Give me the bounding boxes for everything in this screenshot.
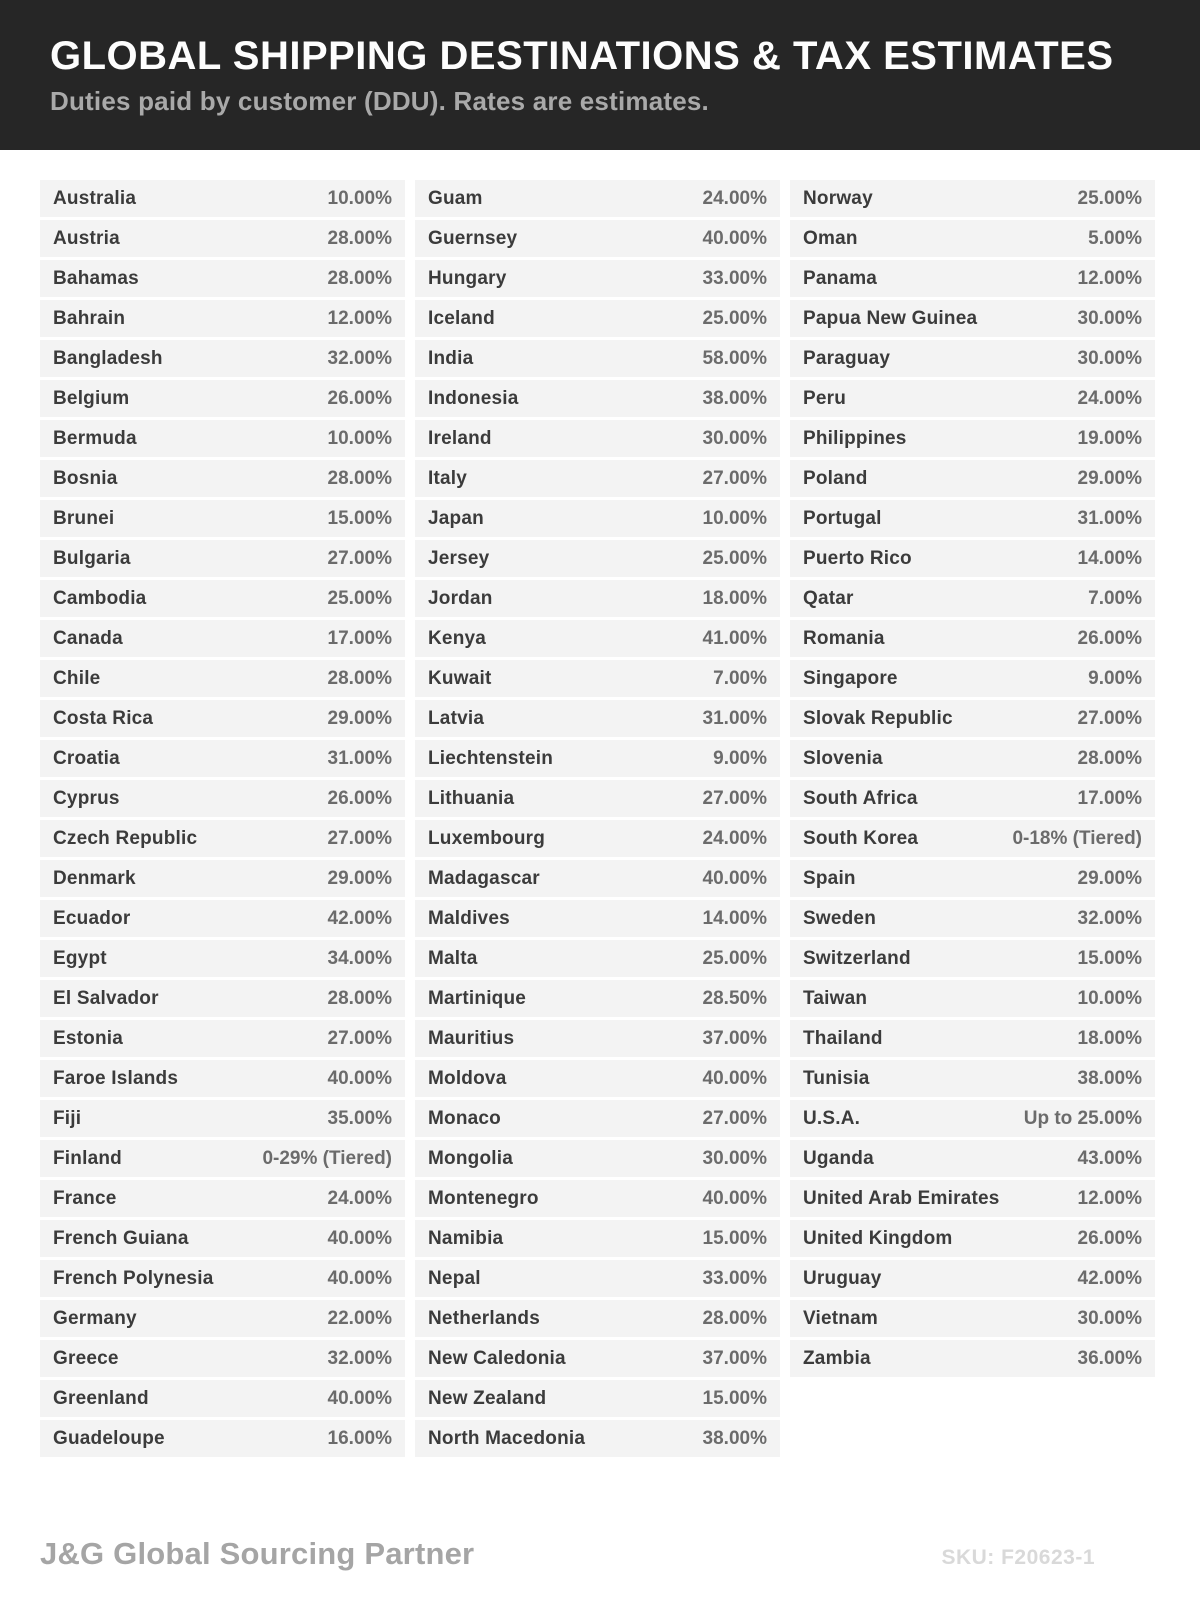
country-name: Puerto Rico — [803, 547, 912, 569]
country-name: Mongolia — [428, 1147, 513, 1169]
table-row — [415, 540, 780, 577]
country-name: Liechtenstein — [428, 747, 554, 769]
country-name: Singapore — [803, 667, 898, 689]
table-row — [790, 980, 1155, 1017]
tax-rate-value: 18.00% — [702, 587, 767, 609]
country-name: Netherlands — [428, 1307, 541, 1329]
tax-rate-value: 26.00% — [1077, 1227, 1142, 1249]
country-name: Croatia — [53, 747, 120, 769]
tax-rate-value: 18.00% — [1077, 1027, 1142, 1049]
tax-rate-value: 29.00% — [327, 867, 392, 889]
table-row — [40, 380, 405, 417]
country-name: Peru — [803, 387, 847, 409]
table-row — [40, 420, 405, 457]
tax-rate-value: 34.00% — [327, 947, 392, 969]
table-row — [790, 940, 1155, 977]
country-name: Bangladesh — [53, 347, 163, 369]
country-name: Slovak Republic — [803, 707, 953, 729]
tax-rate-value: 15.00% — [702, 1227, 767, 1249]
country-name: Oman — [803, 227, 858, 249]
country-name: Greenland — [53, 1387, 149, 1409]
table-row — [40, 940, 405, 977]
table-row — [790, 180, 1155, 217]
country-name: Kuwait — [428, 667, 492, 689]
tax-rate-value: Up to 25.00% — [1023, 1107, 1142, 1129]
table-row — [40, 1420, 405, 1457]
table-row — [415, 1220, 780, 1257]
country-name: Finland — [53, 1147, 122, 1169]
tax-rate-value: 7.00% — [1088, 587, 1142, 609]
country-name: Canada — [53, 627, 123, 649]
table-row — [40, 1140, 405, 1177]
table-row — [415, 180, 780, 217]
table-row — [415, 1180, 780, 1217]
country-name: Panama — [803, 267, 878, 289]
table-row — [40, 740, 405, 777]
tax-rate-value: 30.00% — [702, 1147, 767, 1169]
tax-rate-value: 32.00% — [327, 1347, 392, 1369]
tax-rate-value: 12.00% — [1077, 267, 1142, 289]
tax-rate-value: 30.00% — [1077, 307, 1142, 329]
table-row — [40, 1300, 405, 1337]
tax-rate-value: 10.00% — [702, 507, 767, 529]
country-name: Belgium — [53, 387, 130, 409]
country-name: Martinique — [428, 987, 527, 1009]
country-name: Cyprus — [53, 787, 120, 809]
tax-rate-value: 30.00% — [702, 427, 767, 449]
table-row — [415, 1060, 780, 1097]
country-name: Kenya — [428, 627, 487, 649]
tax-rate-value: 33.00% — [702, 267, 767, 289]
tax-rate-value: 28.00% — [1077, 747, 1142, 769]
tax-rate-value: 24.00% — [702, 187, 767, 209]
tax-rate-value: 31.00% — [702, 707, 767, 729]
table-row — [40, 620, 405, 657]
tax-rate-value: 28.00% — [702, 1307, 767, 1329]
tax-rate-value: 43.00% — [1077, 1147, 1142, 1169]
country-name: Bahamas — [53, 267, 139, 289]
country-name: Bermuda — [53, 427, 137, 449]
table-row — [790, 580, 1155, 617]
tax-rate-value: 22.00% — [327, 1307, 392, 1329]
tax-rate-value: 30.00% — [1077, 1307, 1142, 1329]
table-row — [790, 1300, 1155, 1337]
page-subtitle: Duties paid by customer (DDU). Rates are estimates. — [50, 86, 709, 116]
country-name: Qatar — [803, 587, 854, 609]
tax-rate-value: 27.00% — [1077, 707, 1142, 729]
table-row — [40, 340, 405, 377]
country-name: El Salvador — [53, 987, 159, 1009]
table-row — [415, 300, 780, 337]
rate-column-3 — [790, 180, 1155, 1377]
tax-rate-value: 29.00% — [1077, 467, 1142, 489]
country-name: Philippines — [803, 427, 907, 449]
country-name: Luxembourg — [428, 827, 546, 849]
country-name: Czech Republic — [53, 827, 198, 849]
tax-rate-value: 32.00% — [327, 347, 392, 369]
country-name: Norway — [803, 187, 873, 209]
tax-rate-value: 27.00% — [702, 467, 767, 489]
table-row — [415, 980, 780, 1017]
table-row — [790, 660, 1155, 697]
country-name: Namibia — [428, 1227, 504, 1249]
tax-rate-value: 38.00% — [702, 1427, 767, 1449]
tax-rate-value: 32.00% — [1077, 907, 1142, 929]
table-row — [790, 1020, 1155, 1057]
tax-rate-value: 16.00% — [327, 1427, 392, 1449]
tax-rate-value: 28.00% — [327, 667, 392, 689]
country-name: Guadeloupe — [53, 1427, 165, 1449]
country-name: United Kingdom — [803, 1227, 953, 1249]
tax-rate-value: 0-29% (Tiered) — [262, 1147, 392, 1169]
tax-rate-value: 25.00% — [702, 547, 767, 569]
table-row — [790, 1140, 1155, 1177]
tax-rate-value: 25.00% — [702, 307, 767, 329]
table-row — [790, 620, 1155, 657]
tax-rate-value: 40.00% — [702, 1187, 767, 1209]
country-name: Latvia — [428, 707, 485, 729]
tax-rate-value: 40.00% — [702, 867, 767, 889]
tax-rate-value: 25.00% — [702, 947, 767, 969]
country-name: Jersey — [428, 547, 490, 569]
table-row — [40, 220, 405, 257]
tax-rate-value: 5.00% — [1088, 227, 1142, 249]
country-name: Austria — [53, 227, 120, 249]
country-name: Estonia — [53, 1027, 124, 1049]
table-row — [790, 260, 1155, 297]
table-row — [40, 1060, 405, 1097]
country-name: Faroe Islands — [53, 1067, 179, 1089]
table-row — [40, 1340, 405, 1377]
tax-rate-value: 10.00% — [327, 427, 392, 449]
table-row — [415, 1380, 780, 1417]
country-name: Monaco — [428, 1107, 501, 1129]
tax-rate-value: 27.00% — [327, 827, 392, 849]
tax-rate-value: 26.00% — [1077, 627, 1142, 649]
country-name: South Africa — [803, 787, 918, 809]
table-row — [415, 1260, 780, 1297]
tax-rate-value: 24.00% — [1077, 387, 1142, 409]
table-row — [790, 780, 1155, 817]
tax-rate-value: 35.00% — [327, 1107, 392, 1129]
tax-rate-value: 15.00% — [327, 507, 392, 529]
tax-rate-value: 40.00% — [327, 1227, 392, 1249]
tax-rate-value: 28.00% — [327, 467, 392, 489]
table-row — [40, 900, 405, 937]
tax-rate-value: 33.00% — [702, 1267, 767, 1289]
tax-rate-value: 27.00% — [327, 547, 392, 569]
country-name: Uganda — [803, 1147, 874, 1169]
country-name: Portugal — [803, 507, 882, 529]
country-name: Switzerland — [803, 947, 911, 969]
country-name: Australia — [53, 187, 137, 209]
table-row — [790, 820, 1155, 857]
country-name: Costa Rica — [53, 707, 154, 729]
country-name: Slovenia — [803, 747, 883, 769]
table-row — [790, 460, 1155, 497]
table-row — [415, 460, 780, 497]
tax-rate-value: 40.00% — [702, 1067, 767, 1089]
country-name: Montenegro — [428, 1187, 539, 1209]
tax-rate-value: 12.00% — [327, 307, 392, 329]
table-row — [40, 1260, 405, 1297]
country-name: Brunei — [53, 507, 115, 529]
tax-rate-value: 7.00% — [713, 667, 767, 689]
tax-rate-value: 27.00% — [327, 1027, 392, 1049]
tax-rate-value: 19.00% — [1077, 427, 1142, 449]
country-name: Japan — [428, 507, 484, 529]
table-row — [40, 540, 405, 577]
table-row — [415, 860, 780, 897]
country-name: Ecuador — [53, 907, 131, 929]
country-name: Guernsey — [428, 227, 518, 249]
table-row — [790, 860, 1155, 897]
country-name: Hungary — [428, 267, 507, 289]
table-row — [40, 500, 405, 537]
table-row — [415, 1100, 780, 1137]
tax-rate-value: 14.00% — [1077, 547, 1142, 569]
tax-rate-value: 36.00% — [1077, 1347, 1142, 1369]
tax-rate-value: 41.00% — [702, 627, 767, 649]
country-name: Denmark — [53, 867, 136, 889]
country-name: Sweden — [803, 907, 876, 929]
table-row — [790, 300, 1155, 337]
table-row — [415, 940, 780, 977]
tax-rate-value: 27.00% — [702, 1107, 767, 1129]
table-row — [415, 900, 780, 937]
country-name: Cambodia — [53, 587, 147, 609]
table-row — [40, 580, 405, 617]
table-row — [415, 780, 780, 817]
table-row — [40, 1020, 405, 1057]
tax-rate-value: 28.50% — [702, 987, 767, 1009]
table-row — [415, 340, 780, 377]
country-name: New Zealand — [428, 1387, 547, 1409]
table-row — [40, 1380, 405, 1417]
table-row — [790, 340, 1155, 377]
table-row — [415, 500, 780, 537]
country-name: North Macedonia — [428, 1427, 586, 1449]
tax-rate-value: 40.00% — [327, 1387, 392, 1409]
country-name: Poland — [803, 467, 868, 489]
tax-rate-value: 28.00% — [327, 267, 392, 289]
country-name: Germany — [53, 1307, 137, 1329]
tax-rate-value: 25.00% — [1077, 187, 1142, 209]
brand-name: J&G Global Sourcing Partner — [40, 1536, 475, 1571]
table-row — [415, 740, 780, 777]
country-name: Spain — [803, 867, 856, 889]
table-row — [40, 820, 405, 857]
country-name: Indonesia — [428, 387, 519, 409]
tax-rate-value: 9.00% — [1088, 667, 1142, 689]
tax-rate-value: 31.00% — [327, 747, 392, 769]
tax-rate-value: 17.00% — [1077, 787, 1142, 809]
tax-rate-value: 37.00% — [702, 1027, 767, 1049]
tax-rate-value: 30.00% — [1077, 347, 1142, 369]
tax-rate-value: 25.00% — [327, 587, 392, 609]
table-row — [790, 740, 1155, 777]
table-row — [415, 1020, 780, 1057]
table-row — [415, 1140, 780, 1177]
tax-rate-value: 42.00% — [1077, 1267, 1142, 1289]
tax-rate-value: 24.00% — [702, 827, 767, 849]
country-name: Moldova — [428, 1067, 507, 1089]
country-name: Ireland — [428, 427, 492, 449]
table-row — [40, 300, 405, 337]
table-row — [415, 380, 780, 417]
tax-rate-value: 10.00% — [1077, 987, 1142, 1009]
tax-rate-value: 40.00% — [327, 1067, 392, 1089]
tax-rate-value: 24.00% — [327, 1187, 392, 1209]
tax-rate-value: 37.00% — [702, 1347, 767, 1369]
table-row — [415, 580, 780, 617]
table-row — [40, 980, 405, 1017]
table-row — [790, 420, 1155, 457]
country-name: Egypt — [53, 947, 107, 969]
footer — [40, 1536, 1095, 1572]
table-row — [790, 1220, 1155, 1257]
table-row — [40, 1180, 405, 1217]
tax-rate-value: 27.00% — [702, 787, 767, 809]
tax-rate-value: 38.00% — [1077, 1067, 1142, 1089]
table-row — [790, 1060, 1155, 1097]
country-name: Bahrain — [53, 307, 126, 329]
tax-rate-value: 40.00% — [702, 227, 767, 249]
country-name: Papua New Guinea — [803, 307, 978, 329]
country-name: New Caledonia — [428, 1347, 566, 1369]
tax-rate-value: 12.00% — [1077, 1187, 1142, 1209]
country-name: South Korea — [803, 827, 919, 849]
table-row — [415, 660, 780, 697]
table-row — [790, 1180, 1155, 1217]
table-row — [40, 860, 405, 897]
country-name: Paraguay — [803, 347, 891, 369]
table-row — [40, 660, 405, 697]
table-row — [415, 220, 780, 257]
tax-rate-value: 28.00% — [327, 987, 392, 1009]
tax-rate-value: 38.00% — [702, 387, 767, 409]
tax-rate-value: 29.00% — [1077, 867, 1142, 889]
table-row — [415, 700, 780, 737]
table-row — [40, 260, 405, 297]
table-row — [40, 1100, 405, 1137]
table-row — [790, 220, 1155, 257]
country-name: French Guiana — [53, 1227, 189, 1249]
country-name: United Arab Emirates — [803, 1187, 1000, 1209]
tax-rate-value: 15.00% — [1077, 947, 1142, 969]
tax-rate-value: 15.00% — [702, 1387, 767, 1409]
tax-rate-value: 9.00% — [713, 747, 767, 769]
tax-rate-value: 40.00% — [327, 1267, 392, 1289]
table-row — [415, 420, 780, 457]
tax-rate-value: 29.00% — [327, 707, 392, 729]
table-row — [415, 1300, 780, 1337]
country-name: France — [53, 1187, 117, 1209]
sku-label: SKU: F20623-1 — [941, 1546, 1095, 1569]
table-row — [790, 1260, 1155, 1297]
country-name: U.S.A. — [803, 1107, 861, 1129]
country-name: Bulgaria — [53, 547, 131, 569]
table-row — [415, 1340, 780, 1377]
table-row — [790, 1340, 1155, 1377]
country-name: Fiji — [53, 1107, 82, 1129]
country-name: Nepal — [428, 1267, 481, 1289]
table-row — [415, 820, 780, 857]
country-name: Thailand — [803, 1027, 883, 1049]
tax-rate-value: 0-18% (Tiered) — [1012, 827, 1142, 849]
country-name: Zambia — [803, 1347, 871, 1369]
tax-rate-value: 26.00% — [327, 387, 392, 409]
country-name: Italy — [428, 467, 468, 489]
table-row — [790, 1100, 1155, 1137]
country-name: Romania — [803, 627, 885, 649]
header-banner — [0, 0, 1200, 150]
country-name: Maldives — [428, 907, 510, 929]
tax-rate-value: 31.00% — [1077, 507, 1142, 529]
rate-column-2 — [415, 180, 780, 1457]
country-name: Guam — [428, 187, 483, 209]
country-name: Chile — [53, 667, 101, 689]
table-row — [790, 380, 1155, 417]
country-name: Uruguay — [803, 1267, 882, 1289]
country-name: Lithuania — [428, 787, 515, 809]
tax-rate-value: 28.00% — [327, 227, 392, 249]
table-row — [40, 1220, 405, 1257]
tax-rate-value: 10.00% — [327, 187, 392, 209]
country-name: Greece — [53, 1347, 119, 1369]
country-name: Malta — [428, 947, 478, 969]
country-name: Iceland — [428, 307, 495, 329]
table-row — [40, 180, 405, 217]
table-row — [415, 1420, 780, 1457]
country-name: India — [428, 347, 474, 369]
country-name: Madagascar — [428, 867, 540, 889]
table-row — [790, 500, 1155, 537]
rates-table — [40, 180, 1155, 1457]
table-row — [415, 620, 780, 657]
country-name: Tunisia — [803, 1067, 870, 1089]
table-row — [790, 540, 1155, 577]
table-row — [415, 260, 780, 297]
country-name: Vietnam — [803, 1307, 878, 1329]
country-name: Jordan — [428, 587, 493, 609]
country-name: Taiwan — [803, 987, 868, 1009]
table-row — [790, 900, 1155, 937]
tax-rate-value: 26.00% — [327, 787, 392, 809]
tax-rate-value: 17.00% — [327, 627, 392, 649]
table-row — [40, 460, 405, 497]
country-name: French Polynesia — [53, 1267, 214, 1289]
table-row — [790, 700, 1155, 737]
page-title: GLOBAL SHIPPING DESTINATIONS & TAX ESTIMATES — [50, 34, 1114, 78]
rate-column-1 — [40, 180, 405, 1457]
tax-rate-value: 42.00% — [327, 907, 392, 929]
tax-rate-value: 14.00% — [702, 907, 767, 929]
table-row — [40, 700, 405, 737]
country-name: Mauritius — [428, 1027, 515, 1049]
table-row — [40, 780, 405, 817]
tax-rate-value: 58.00% — [702, 347, 767, 369]
country-name: Bosnia — [53, 467, 118, 489]
